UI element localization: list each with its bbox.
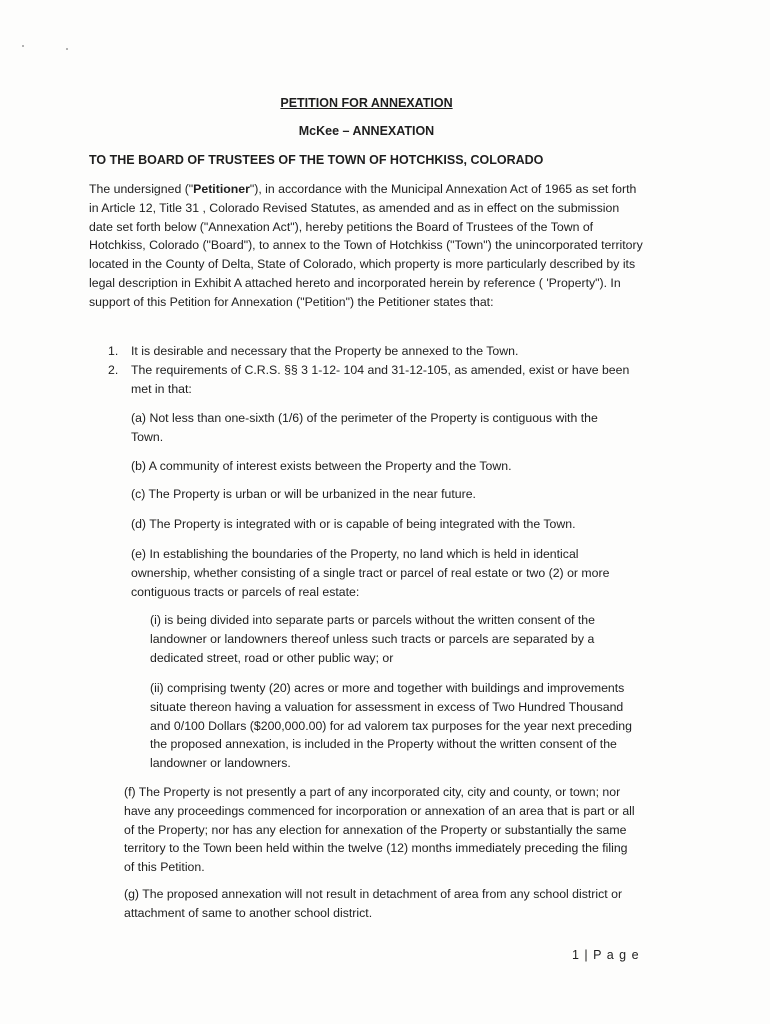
subitem-g: (g) The proposed annexation will not result in detachment of area from any school district or attachment of same to another school district.	[124, 887, 623, 920]
item-2-text: The requirements of C.R.S. §§ 3 1-12- 104 and 31-12-105, as amended, exist or have been met in that:	[131, 363, 630, 396]
item-1-text: It is desirable and necessary that the Property be annexed to the Town.	[131, 344, 519, 358]
subitem-f: (f) The Property is not presently a part of any incorporated city, city and county, or town; nor have any proceedings commenced for incorporation or annexation of an area that is part or all of the Property; nor has any election for annexation of the Property or substantially the same territory to the Town been held within the twelve (12) months immediately preceding the filing of this Petition.	[124, 785, 635, 875]
intro-text-start: The undersigned ("	[89, 182, 194, 196]
item-number-2: 2.	[108, 363, 119, 377]
petitioner-term: Petitioner	[193, 182, 250, 196]
document-subtitle: McKee – ANNEXATION	[298, 124, 435, 138]
subitem-b: (b) A community of interest exists between the Property and the Town.	[131, 459, 512, 473]
intro-paragraph	[89, 180, 645, 312]
intro-text-rest: "), in accordance with the Municipal Annexation Act of 1965 as set forth in Article 12, Title 31 , Colorado Revised Statutes, as amended and as in effect on the submission date set forth below ("Annexation Act"), hereby petitions the Board of Trustees of the Town of Hotchkiss, Colorado ("Board"), to annex to the Town of Hotchkiss ("Town") the unincorporated territory located in the County of Delta, State of Colorado, which property is more particularly described by its legal description in Exhibit A attached hereto and incorporated herein by reference ( 'Property"). In support of this Petition for Annexation ("Petition") the Petitioner states that:	[89, 182, 643, 309]
subitem-a: (a) Not less than one-sixth (1/6) of the perimeter of the Property is contiguous with the Town.	[131, 411, 598, 444]
subitem-d: (d) The Property is integrated with or is capable of being integrated with the Town.	[131, 517, 576, 531]
scan-speck	[22, 45, 24, 47]
scan-speck	[66, 48, 68, 50]
subitem-e-i: (i) is being divided into separate parts or parcels without the written consent of the landowner or landowners thereof unless such tracts or parcels are separated by a dedicated street, road or other public way; or	[150, 613, 595, 665]
page-number: 1 | P a g e	[572, 948, 640, 962]
subitem-e-ii: (ii) comprising twenty (20) acres or more and together with buildings and improvements situate thereon having a valuation for assessment in excess of Two Hundred Thousand and 0/100 Dollars ($200,000.00) for ad valorem tax purposes for the year next preceding the proposed annexation, is included in the Property without the written consent of the landowner or landowners.	[150, 681, 632, 771]
item-number-1: 1.	[108, 344, 119, 358]
document-title: PETITION FOR ANNEXATION	[280, 96, 453, 110]
addressee-line: TO THE BOARD OF TRUSTEES OF THE TOWN OF HOTCHKISS, COLORADO	[89, 153, 544, 167]
subitem-c: (c) The Property is urban or will be urbanized in the near future.	[131, 487, 476, 501]
subitem-e: (e) In establishing the boundaries of the Property, no land which is held in identical ownership, whether consisting of a single tract or parcel of real estate or two (2) or more contiguous tracts or parcels of real estate:	[131, 547, 610, 599]
